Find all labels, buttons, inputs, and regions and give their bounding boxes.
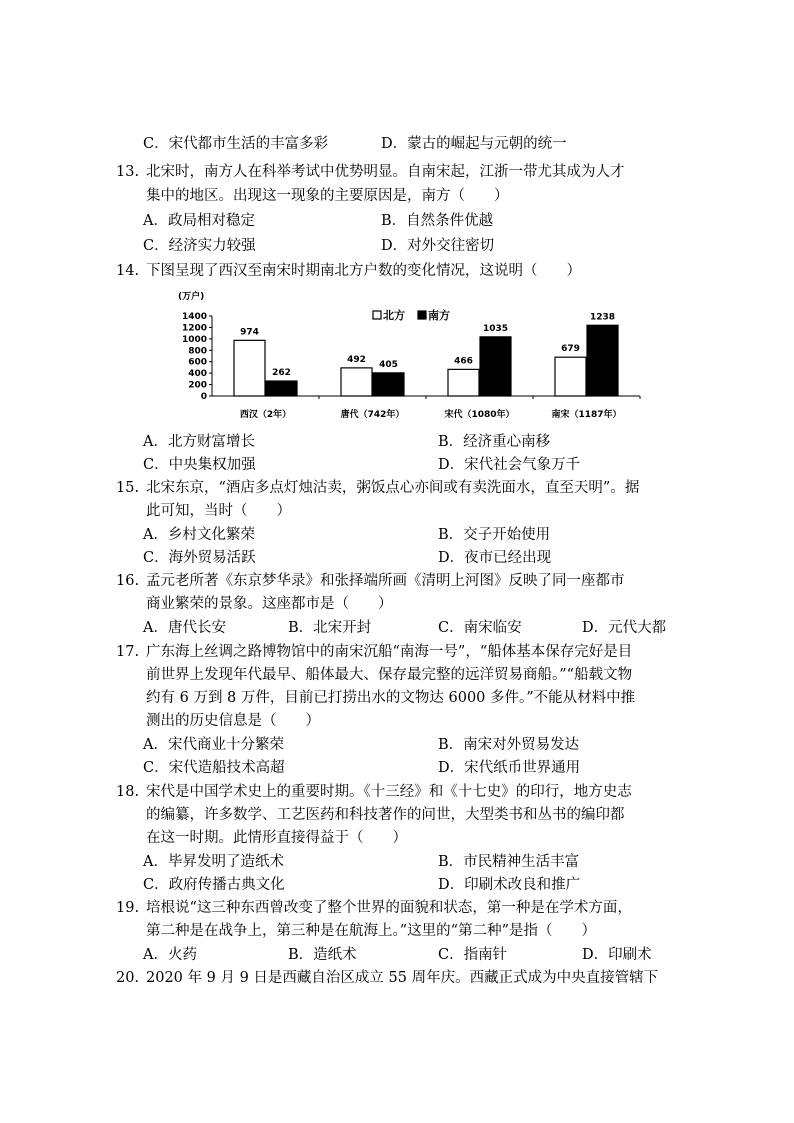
bar-south — [266, 381, 297, 396]
q18-stem-line-1: 宋代是中国学术史上的重要时期。《十三经》和《十七史》的印行，地方史志 — [146, 784, 632, 800]
q18-number: 18. — [116, 784, 140, 800]
q19-option-a: A．火药 — [143, 947, 197, 963]
x-tick-label: 宋代（1080年） — [444, 410, 515, 420]
bar-south — [480, 337, 511, 396]
q14-stem-line-1: 下图呈现了西汉至南宋时期南北方户数的变化情况，这说明（ ） — [146, 263, 581, 279]
y-tick-label: 400 — [188, 369, 207, 380]
q15-number: 15. — [116, 480, 140, 496]
q16-number: 16. — [116, 573, 140, 589]
q13-stem-line-2: 集中的地区。出现这一现象的主要原因是，南方（ ） — [146, 188, 509, 204]
q16-option-a: A．唐代长安 — [143, 620, 226, 636]
q20-stem-line-1: 2020 年 9 月 9 日是西藏自治区成立 55 周年庆。西藏正式成为中央直接管辖下 — [146, 970, 659, 986]
q15-stem-line-1: 北宋东京，“酒店多点灯烛沽卖，粥饭点心亦间或有卖洗面水，直至天明”。据 — [146, 480, 640, 496]
q14-option-c: C．中央集权加强 — [143, 457, 256, 473]
q15-option-a: A．乡村文化繁荣 — [143, 527, 255, 543]
data-label: 405 — [379, 359, 398, 370]
data-label: 1238 — [589, 312, 616, 323]
q15-option-d: D．夜市已经出现 — [438, 550, 552, 566]
q17-stem-line-3: 约有 6 万到 8 万件，目前已打捞出水的文物达 6000 多件。”不能从材料中推 — [146, 690, 636, 706]
q16-option-b: B．北宋开封 — [288, 620, 372, 636]
q16-option-d: D．元代大都 — [582, 620, 667, 636]
q14-option-d: D．宋代社会气象万千 — [438, 457, 581, 473]
data-label: 262 — [272, 368, 291, 379]
q16-stem-line-1: 孟元老所著《东京梦华录》和张择端所画《清明上河图》反映了同一座都市 — [146, 573, 625, 589]
q17-number: 17. — [116, 644, 140, 660]
q17-option-c: C．宋代造船技术高超 — [143, 760, 285, 776]
data-label: 679 — [561, 344, 580, 355]
q13-option-c: C．经济实力较强 — [143, 238, 256, 254]
legend-label-south: 南方 — [428, 309, 450, 322]
q18-option-c: C．政府传播古典文化 — [143, 877, 285, 893]
legend-swatch-south — [418, 311, 426, 319]
bar-south — [587, 325, 618, 396]
bar-south — [373, 373, 404, 396]
q17-stem-line-1: 广东海上丝调之路博物馆中的南宋沉船“南海一号”，“船体基本保存完好是目 — [146, 644, 633, 660]
q17-option-d: D．宋代纸币世界通用 — [438, 760, 581, 776]
q16-stem-line-2: 商业繁荣的景象。这座都市是（ ） — [146, 596, 393, 612]
q19-number: 19. — [116, 900, 140, 916]
q18-option-d: D．印刷术改良和推广 — [438, 877, 581, 893]
y-tick-label: 1000 — [181, 334, 207, 345]
q18-stem-line-3: 在这一时期。此情形直接得益于（ ） — [146, 830, 407, 846]
q14-option-a: A．北方财富增长 — [143, 434, 255, 450]
bar-north — [448, 369, 479, 396]
y-tick-label: 1200 — [181, 323, 207, 334]
q19-option-b: B．造纸术 — [288, 947, 357, 963]
q13-stem-line-1: 北宋时，南方人在科举考试中优势明显。自南宋起，江浙一带尤其成为人才 — [146, 164, 625, 180]
data-label: 492 — [347, 354, 366, 365]
y-tick-label: 800 — [188, 346, 207, 357]
q17-stem-line-4: 测出的历史信息是（ ） — [146, 713, 320, 729]
bar-north — [341, 368, 372, 396]
q15-option-b: B．交子开始使用 — [438, 527, 551, 543]
q13-option-b: B．自然条件优越 — [381, 213, 494, 229]
legend-swatch-north — [373, 311, 381, 319]
q13-number: 13. — [116, 164, 140, 180]
data-label: 974 — [240, 327, 259, 338]
y-tick-label: 0 — [200, 392, 207, 402]
q15-stem-line-2: 此可知，当时（ ） — [146, 503, 291, 519]
y-tick-label: 600 — [188, 357, 207, 368]
y-tick-label: 200 — [188, 380, 207, 391]
q19-stem-line-1: 培根说“这三种东西曾改变了整个世界的面貌和状态，第一种是在学术方面， — [146, 900, 632, 916]
x-tick-label: 西汉（2年） — [239, 410, 292, 420]
q18-stem-line-2: 的编纂，许多数学、工艺医药和科技著作的问世，大型类书和丛书的编印都 — [146, 807, 625, 823]
q12-option-c: C．宋代都市生活的丰富多彩 — [143, 136, 329, 152]
q18-option-a: A．毕昇发明了造纸术 — [143, 854, 284, 870]
q12-option-d: D．蒙古的崛起与元朝的统一 — [381, 136, 567, 152]
legend-label-north: 北方 — [383, 309, 405, 322]
bar-north — [234, 340, 265, 396]
households-bar-chart — [170, 286, 650, 426]
q17-stem-line-2: 前世界上发现年代最早、船体最大、保存最完整的远洋贸易商船。”“船载文物 — [146, 667, 633, 683]
q14-number: 14. — [116, 263, 140, 279]
q19-option-d: D．印刷术 — [582, 947, 652, 963]
q19-option-c: C．指南针 — [438, 947, 508, 963]
data-label: 1035 — [482, 323, 509, 334]
q19-stem-line-2: 第二种是在战争上，第三种是在航海上。”这里的“第二种”是指（ ） — [146, 923, 596, 939]
q17-option-a: A．宋代商业十分繁荣 — [143, 737, 284, 753]
bar-north — [555, 357, 586, 396]
data-label: 466 — [454, 356, 473, 367]
x-tick-label: 唐代（742年） — [340, 410, 405, 420]
x-tick-label: 南宋（1187年） — [551, 410, 622, 420]
y-tick-label: 1400 — [181, 312, 207, 322]
q17-option-b: B．南宋对外贸易发达 — [438, 737, 580, 753]
y-axis-label: (万户) — [178, 292, 205, 302]
q13-option-a: A．政局相对稳定 — [143, 213, 255, 229]
q14-option-b: B．经济重心南移 — [438, 434, 551, 450]
q15-option-c: C．海外贸易活跃 — [143, 550, 256, 566]
q16-option-c: C．南宋临安 — [438, 620, 522, 636]
q13-option-d: D．对外交往密切 — [381, 238, 495, 254]
q20-number: 20. — [116, 970, 140, 986]
q18-option-b: B．市民精神生活丰富 — [438, 854, 580, 870]
